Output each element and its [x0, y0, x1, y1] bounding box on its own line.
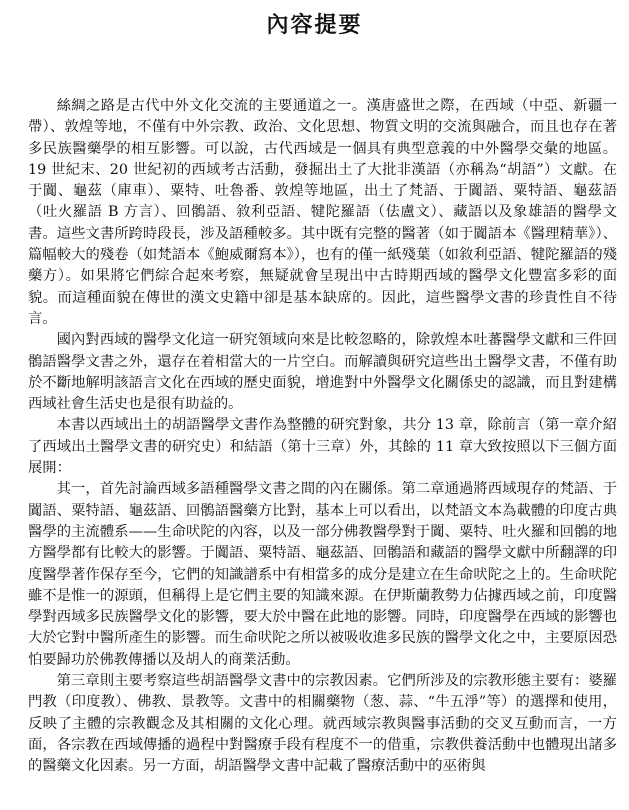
- paragraph-4: 其一，首先討論西域多語種醫學文書之間的內在關係。第二章通過將西域現存的梵語、于闐語、粟特語、龜茲語、回鶻語醫藥方比對，基本上可以看出，以梵語文本為載體的印度古典醫學的主流體系——生命吠陀的內容，以及一部分佛教醫學對于闐、粟特、吐火羅和回鶻的地方醫學都有比較大的影響。于闐語、粟特語、龜茲語、回鶻語和藏語的醫學文獻中所翻譯的印度醫學著作保存至今，它們的知識譜系中有相當多的成分是建立在生命吠陀之上的。生命吠陀雖不是惟一的源頭，但稱得上是它們主要的知識來源。在伊斯蘭教勢力佔據西域之前，印度醫學對西域多民族醫學文化的影響，要大於中醫在此地的影響。同時，印度醫學在西域的影響也大於它對中醫所產生的影響。而生命吠陀之所以被吸收進多民族的醫學文化之中，主要原因恐怕要歸功於佛教傳播以及胡人的商業活動。: [28, 481, 617, 668]
- summary-body: [28, 96, 617, 778]
- paragraph-2: 國內對西域的醫學文化這一研究領域向來是比較忽略的，除敦煌本吐蕃醫學文獻和三件回鶻語醫學文書之外，還存在着相當大的一片空白。而解讀與研究這些出土醫學文書，不僅有助於不斷地解明該語言文化在西域的歷史面貌，增進對中外醫學文化關係史的認識，而且對建構西域社會生活史也是很有助益的。: [28, 332, 617, 413]
- paragraph-1: 絲綢之路是古代中外文化交流的主要通道之一。漢唐盛世之際，在西域（中亞、新疆一帶）、敦煌等地，不僅有中外宗教、政治、文化思想、物質文明的交流與融合，而且也存在著多民族醫藥學的相互影響。可以說，古代西域是一個具有典型意義的中外醫學交彙的地區。19 世紀末、20 世紀初的西域考古活動，發掘出土了大批非漢語（亦稱為“胡語”）文獻。在于闐、龜茲（庫車）、粟特、吐魯番、敦煌等地區，出土了梵語、于闐語、粟特語、龜茲語（吐火羅語 B 方言）、回鶻語、敘利亞語、犍陀羅語（佉盧文）、藏語以及象雄語的醫學文書。這些文書所跨時段長，涉及語種較多。其中既有完整的醫著（如于闐語本《醫理精華》）、篇幅較大的殘卷（如梵語本《鮑威爾寫本》），也有的僅一紙殘葉（如敘利亞語、犍陀羅語的殘藥方）。如果將它們綜合起來考察，無疑就會呈現出中古時期西域的醫學文化豐富多彩的面貌。而這種面貌在傳世的漢文史籍中卻是基本缺席的。因此，這些醫學文書的珍貴性自不待言。: [28, 98, 617, 327]
- paragraph-3: 本書以西域出土的胡語醫學文書作為整體的研究對象，共分 13 章，除前言（第一章介紹了西域出土醫學文書的研究史）和結語（第十三章）外，其餘的 11 章大致按照以下三個方面展開：: [28, 417, 617, 477]
- paragraph-5: 第三章則主要考察這些胡語醫學文書中的宗教因素。它們所涉及的宗教形態主要有：婆羅門教（印度教）、佛教、景教等。文書中的相關藥物（葱、蒜、“牛五淨”等）的選擇和使用，反映了主體的宗教觀念及其相關的文化心理。就西域宗教與醫事活動的交叉互動而言，一方面，各宗教在西域傳播的過程中對醫療手段有程度不一的借重，宗教供養活動中也體現出諸多的醫藥文化因素。另一方面，胡語醫學文書中記載了醫療活動中的巫術與: [28, 673, 617, 775]
- page-title: 內容提要: [266, 12, 363, 38]
